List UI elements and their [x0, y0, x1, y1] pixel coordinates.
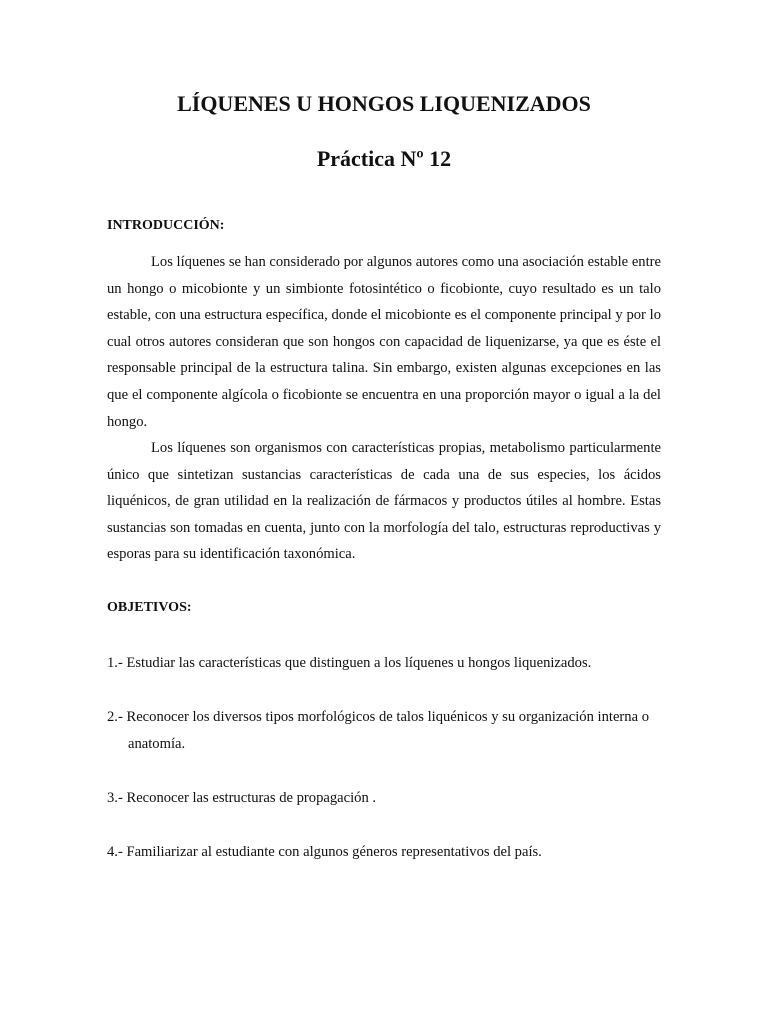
introduction-heading: INTRODUCCIÓN:	[107, 218, 225, 233]
objective-item: 3.- Reconocer las estructuras de propagación .	[107, 790, 377, 806]
objective-item: 1.- Estudiar las características que distinguen a los líquenes u hongos liquenizados.	[107, 655, 592, 671]
introduction-paragraph: Los líquenes se han considerado por algunos autores como una asociación estable entre un hongo o micobionte y un simbionte fotosintético o ficobionte, cuyo resultado es un talo estable, con una estructura específica, donde el micobionte es el componente principal y por lo cual otros autores consideran que son hongos con capacidad de liquenizarse, ya que es éste el responsable principal de la estructura talina. Sin embargo, existen algunas excepciones en las que el componente algícola o ficobionte se encuentra en una proporción mayor o igual a la del hongo.	[107, 254, 661, 430]
objective-item: 2.- Reconocer los diversos tipos morfológicos de talos liquénicos y su organización interna o anatomía.	[107, 709, 650, 752]
objective-item: 4.- Familiarizar al estudiante con algunos géneros representativos del país.	[107, 844, 542, 860]
practice-number: Práctica Nº 12	[316, 146, 452, 171]
introduction-paragraph: Los líquenes son organismos con características propias, metabolismo particularmente único que sintetizan sustancias características de cada una de sus especies, los ácidos liquénicos, de gran utilidad en la realización de fármacos y productos útiles al hombre. Estas sustancias son tomadas en cuenta, junto con la morfología del talo, estructuras reproductivas y esporas para su identificación taxonómica.	[107, 440, 661, 563]
objectives-heading: OBJETIVOS:	[107, 600, 192, 615]
document-title: LÍQUENES U HONGOS LIQUENIZADOS	[177, 91, 591, 116]
